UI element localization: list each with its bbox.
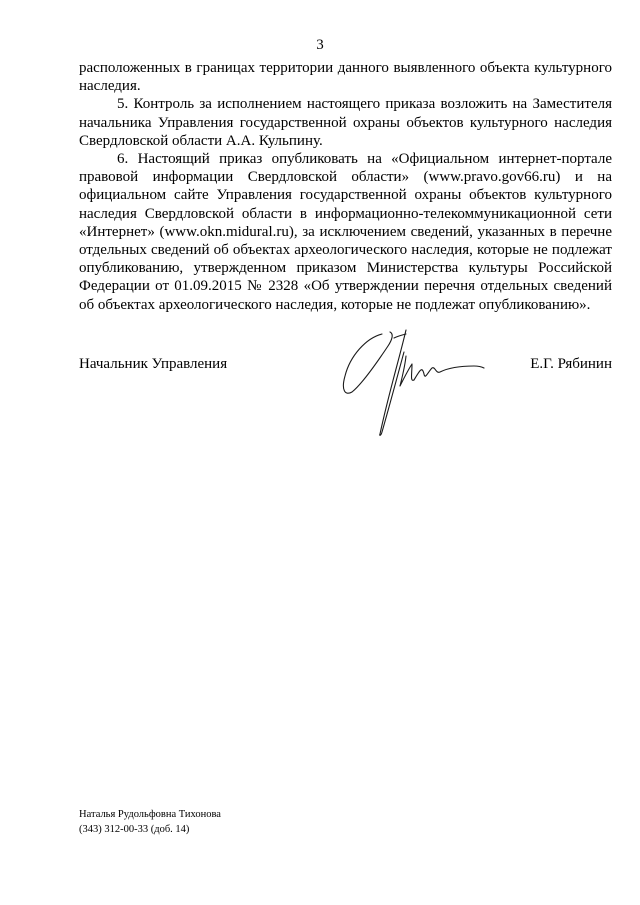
executor-info — [79, 808, 221, 837]
executor-phone: (343) 312-00-33 (доб. 14) — [79, 823, 190, 835]
document-body — [79, 59, 612, 314]
paragraph-item-6: 6. Настоящий приказ опубликовать на «Официальном интернет-портале правовой информации Свердловской области» (www.pravo.gov66.ru) и на официальном сайте Управления государственной охраны объектов культурного наследия Свердловской области в информационно-телекоммуникационной сети «Интернет» (www.okn.midural.ru), за исключением сведений, указанных в перечне отдельных сведений об объектах археологического наследия, которые не подлежат опубликованию, утвержденном приказом Министерства культуры Российской Федерации от 01.09.2015 № 2328 «Об утверждении перечня отдельных сведений об объектах археологического наследия, которые не подлежат опубликованию». — [79, 151, 612, 313]
page-number: 3 — [316, 37, 324, 53]
paragraph-item-5: 5. Контроль за исполнением настоящего приказа возложить на Заместителя начальника Управления государственной охраны объектов культурного наследия Свердловской области А.А. Кульпину. — [79, 96, 612, 149]
executor-name: Наталья Рудольфовна Тихонова — [79, 809, 221, 820]
paragraph-continuation: расположенных в границах территории данного выявленного объекта культурного наследия. — [79, 60, 612, 95]
signatory-title: Начальник Управления — [79, 356, 228, 372]
signatory-name: Е.Г. Рябинин — [530, 356, 612, 372]
handwritten-signature — [336, 326, 486, 438]
